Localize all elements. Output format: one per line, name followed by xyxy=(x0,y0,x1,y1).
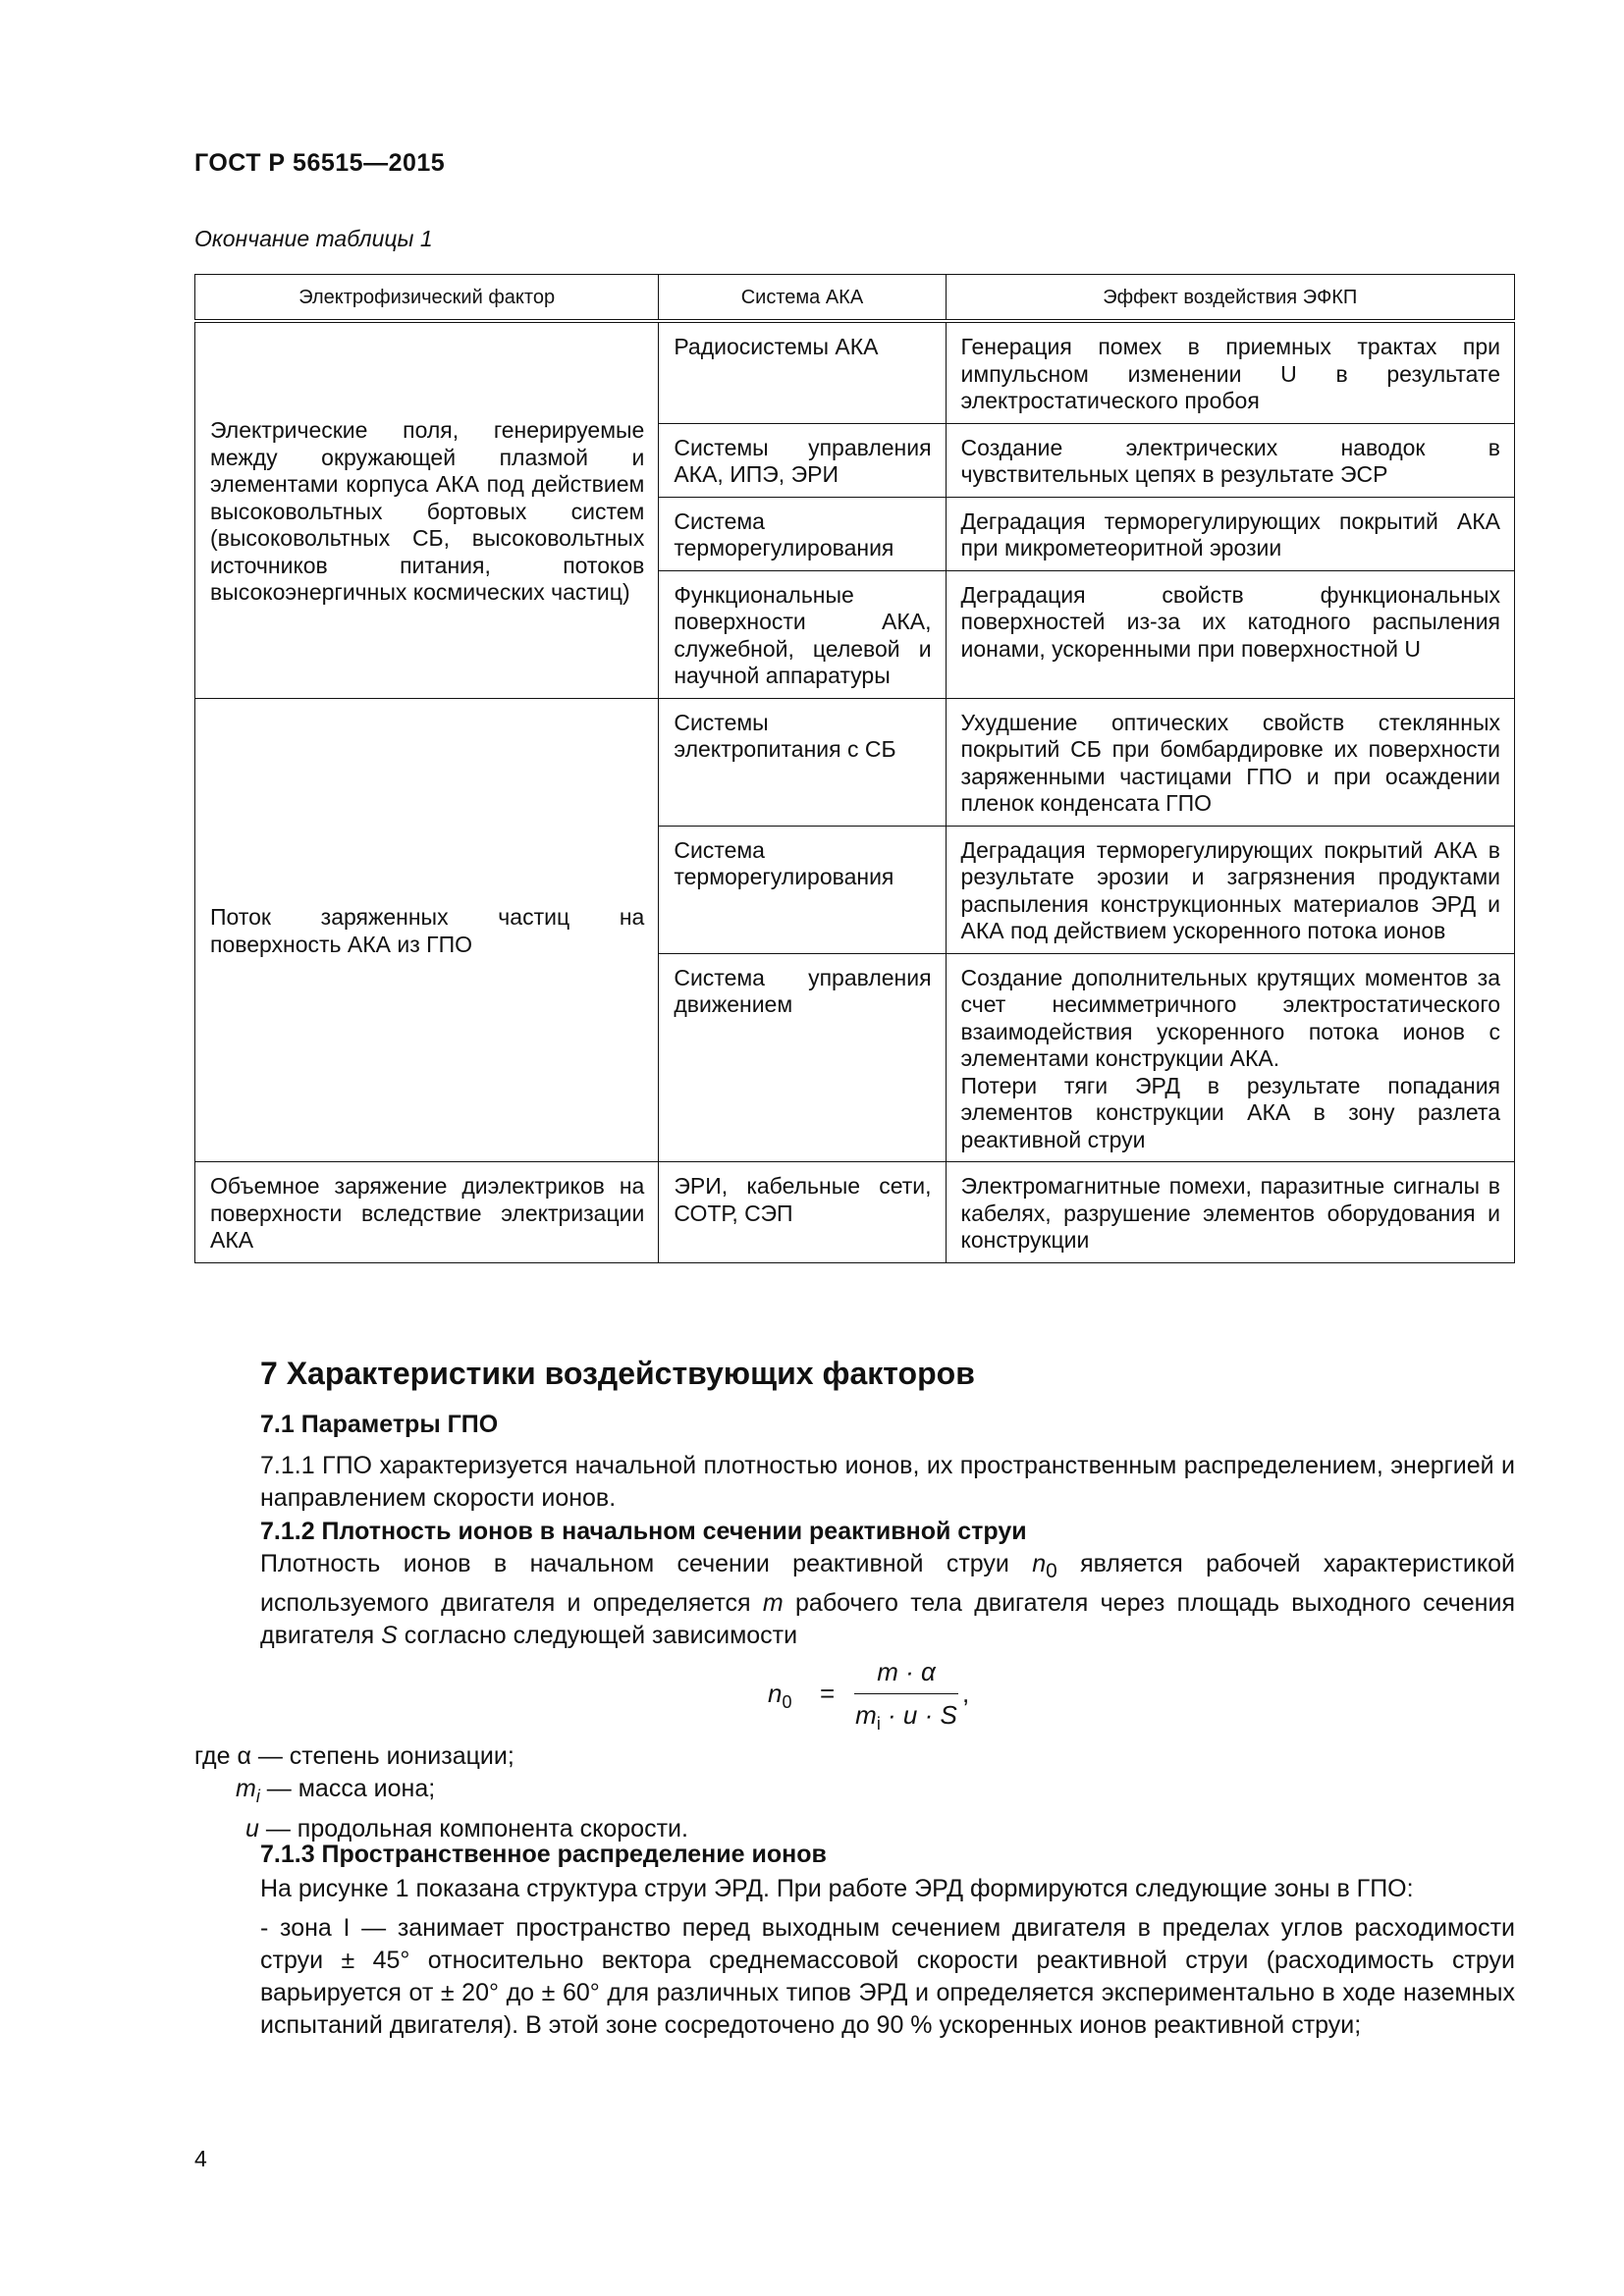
paragraph-zone-1: - зона I — занимает пространство перед выходным сечением двигателя в пределах углов расходимости струи ± 45° относительно вектора среднемассовой скорости реактивной струи (расходимость струи варьируется от ± 20° до ± 60° для различных типов ЭРД и определяется экспериментально в ходе наземных испытаний двигателя). В этой зоне сосредоточено до 90 % ускоренных ионов реактивной струи; xyxy=(260,1914,1515,2039)
ion-density-formula xyxy=(764,1657,1058,1735)
where-item: u — продольная компонента скорости. xyxy=(245,1815,688,1842)
system-cell: ЭРИ, кабельные сети, СОТР, СЭП xyxy=(659,1162,946,1263)
where-item: $m_i$ — масса иона; xyxy=(236,1775,436,1806)
system-cell: Системы электропитания с СБ xyxy=(659,698,946,826)
formula-equals: = xyxy=(820,1679,836,1708)
column-header: Эффект воздействия ЭФКП xyxy=(946,275,1514,322)
column-header: Электрофизический фактор xyxy=(195,275,659,322)
effect-cell: Деградация терморегулирующих покрытий АКА в результате эрозии и загрязнения продуктами распыления конструкционных материалов ЭРД и АКА под действием ускоренного потока ионов xyxy=(946,826,1514,953)
effect-cell: Создание электрических наводок в чувствительных цепях в результате ЭСР xyxy=(946,423,1514,497)
system-cell: Функциональные поверхности АКА, служебной, целевой и научной аппаратуры xyxy=(659,570,946,698)
formula-numerator: m · α xyxy=(877,1657,936,1686)
column-header: Система АКА xyxy=(659,275,946,322)
subsection-7-1-title: 7.1 Параметры ГПО xyxy=(260,1411,499,1438)
fraction-bar xyxy=(854,1693,958,1694)
system-cell: Система терморегулирования xyxy=(659,826,946,953)
subsection-7-1-2-title: 7.1.2 Плотность ионов в начальном сечении реактивной струи xyxy=(260,1518,1027,1545)
effect-text: Потери тяги ЭРД в результате попадания элементов конструкции АКА в зону разлета реактивной струи xyxy=(960,1072,1500,1152)
table-caption: Окончание таблицы 1 xyxy=(194,226,433,251)
effect-cell: Деградация свойств функциональных поверхностей из-за их катодного распыления ионами, ускоренными при поверхностной U xyxy=(946,570,1514,698)
formula-denominator: $m_i \cdot u \cdot S$ xyxy=(855,1700,957,1735)
effect-cell: Ухудшение оптических свойств стеклянных покрытий СБ при бомбардировке их поверхности заряженными частицами ГПО и при осаждении пленок конденсата ГПО xyxy=(946,698,1514,826)
factor-cell: Поток заряженных частиц на поверхность АКА из ГПО xyxy=(195,698,659,1162)
paragraph-7-1-2: Плотность ионов в начальном сечении реактивной струи $n_0$ является рабочей характеристикой используемого двигателя и определяется m рабочего тела двигателя через площадь выходного сечения двигателя S согласно следующей зависимости xyxy=(260,1550,1515,1649)
effect-cell: Электромагнитные помехи, паразитные сигналы в кабелях, разрушение элементов оборудования и конструкции xyxy=(946,1162,1514,1263)
effect-cell xyxy=(946,953,1514,1162)
where-list xyxy=(194,1740,1515,1845)
factor-cell: Электрические поля, генерируемые между окружающей плазмой и элементами корпуса АКА под действием высоковольтных бортовых систем (высоковольтных СБ, высоковольтных источников питания, потоков высокоэнергичных космических частиц) xyxy=(195,321,659,698)
where-item: где α — степень ионизации; xyxy=(194,1742,514,1770)
effect-cell: Деградация терморегулирующих покрытий АКА при микрометеоритной эрозии xyxy=(946,497,1514,570)
page-number: 4 xyxy=(194,2146,207,2171)
subsection-7-1-3 xyxy=(194,1839,1515,2042)
table-row xyxy=(195,321,1515,423)
effect-text: Создание дополнительных крутящих моментов за счет несимметричного электростатического взаимодействия ускоренного потока ионов с элементами конструкции АКА. xyxy=(960,964,1500,1071)
formula-lhs: $n_0$ xyxy=(768,1679,792,1713)
section-7-title: 7 Характеристики воздействующих факторов xyxy=(260,1356,975,1391)
table-row xyxy=(195,1162,1515,1263)
subsection-7-1-2 xyxy=(194,1516,1515,1652)
system-cell: Система терморегулирования xyxy=(659,497,946,570)
formula-comma: , xyxy=(962,1679,970,1708)
document-id: ГОСТ Р 56515—2015 xyxy=(194,149,446,177)
subsection-7-1-3-title: 7.1.3 Пространственное распределение ионов xyxy=(260,1841,827,1868)
table-row xyxy=(195,698,1515,826)
effect-cell: Генерация помех в приемных трактах при импульсном изменении U в результате электростатического пробоя xyxy=(946,321,1514,423)
system-cell: Система управления движением xyxy=(659,953,946,1162)
effects-table xyxy=(194,274,1515,1263)
paragraph-7-1-3: На рисунке 1 показана структура струи ЭРД. При работе ЭРД формируются следующие зоны в ГПО: xyxy=(260,1875,1414,1902)
factor-cell: Объемное заряжение диэлектриков на поверхности вследствие электризации АКА xyxy=(195,1162,659,1263)
paragraph-7-1-1: 7.1.1 ГПО характеризуется начальной плотностью ионов, их пространственным распределением, энергией и направлением скорости ионов. xyxy=(260,1452,1515,1512)
system-cell: Радиосистемы АКА xyxy=(659,321,946,423)
system-cell: Системы управления АКА, ИПЭ, ЭРИ xyxy=(659,423,946,497)
table-header-row xyxy=(195,275,1515,322)
